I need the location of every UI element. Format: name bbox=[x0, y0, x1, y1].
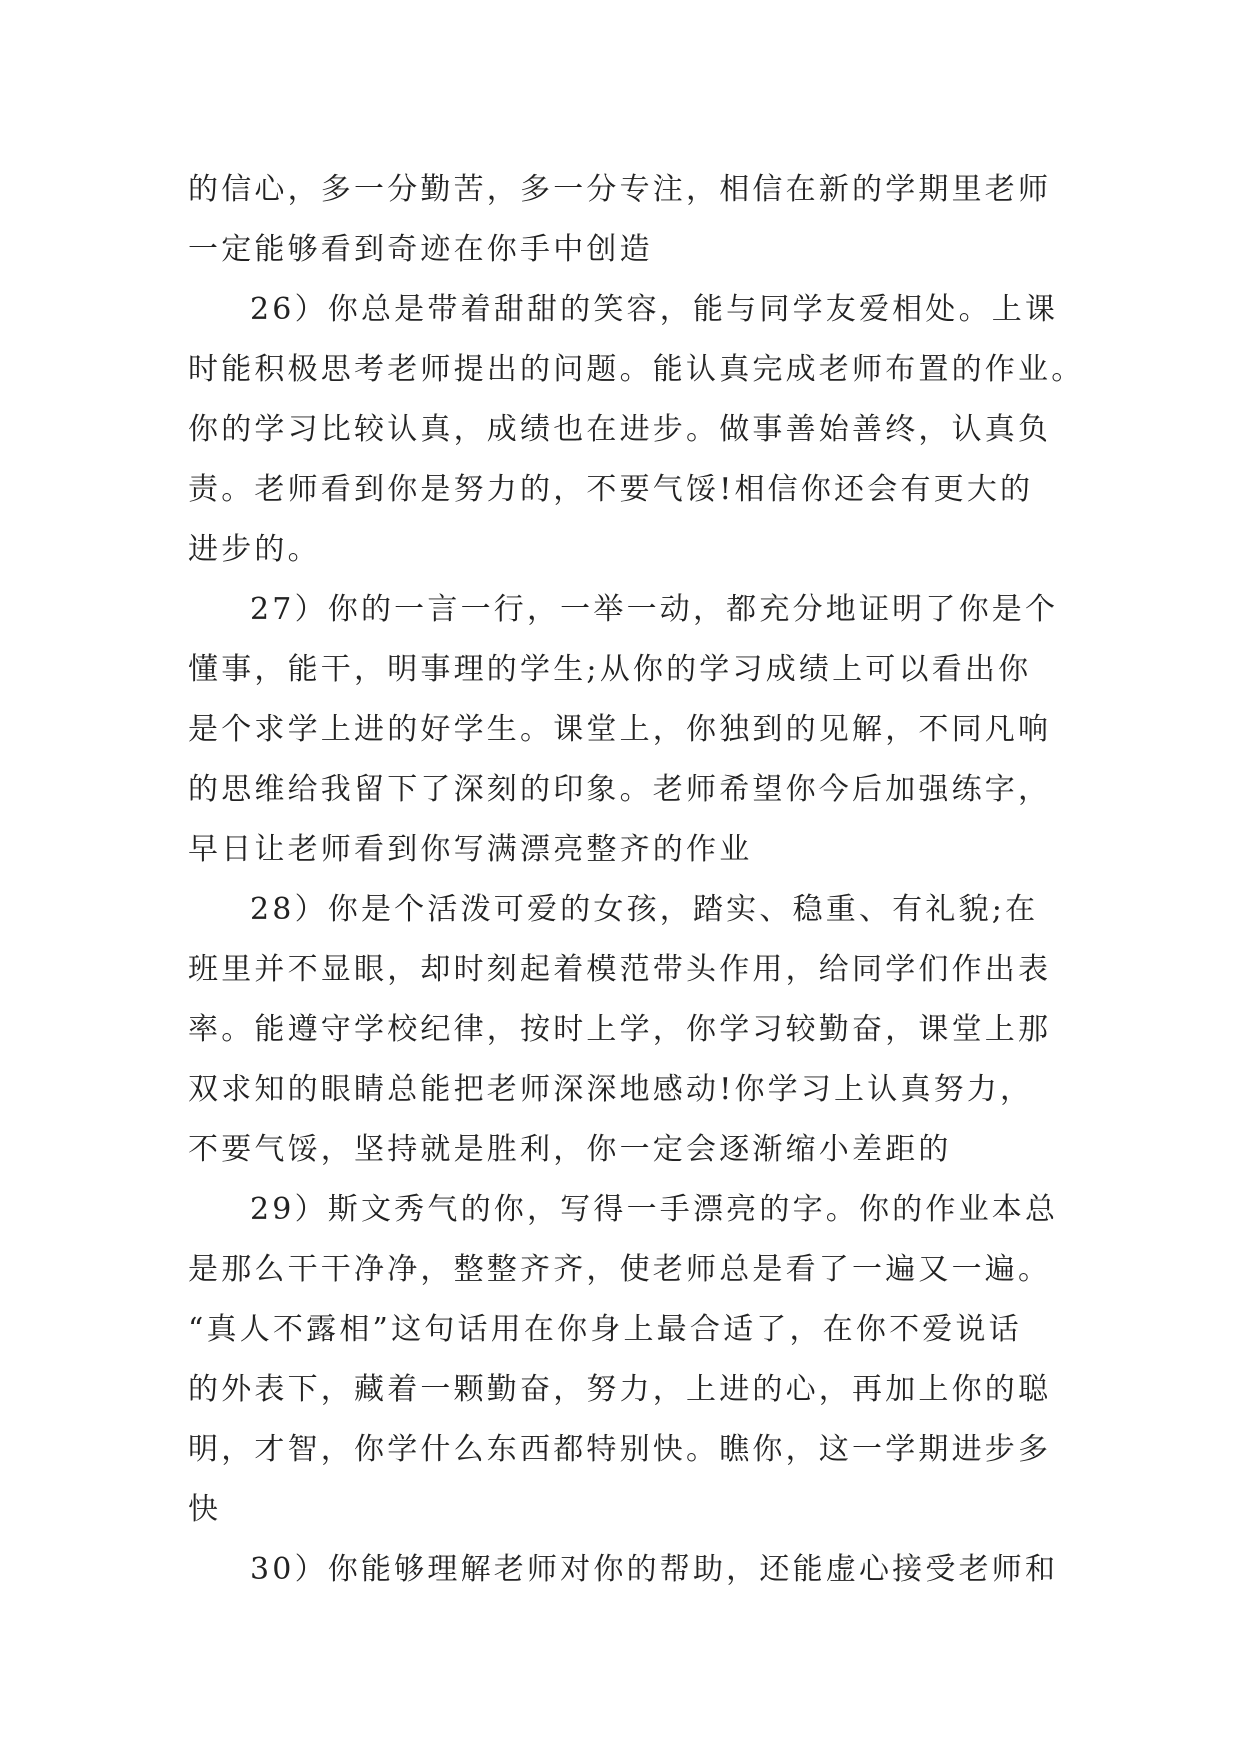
text-line: 30）你能够理解老师对你的帮助，还能虚心接受老师和 bbox=[250, 1552, 1059, 1587]
paragraph-29 bbox=[188, 1180, 1068, 1540]
text-line: 早日让老师看到你写满漂亮整齐的作业 bbox=[188, 832, 753, 867]
text-line: 班里并不显眼，却时刻起着模范带头作用，给同学们作出表 bbox=[188, 952, 1052, 987]
text-line: 时能积极思考老师提出的问题。能认真完成老师布置的作业。 bbox=[188, 352, 1085, 387]
text-line: 28）你是个活泼可爱的女孩，踏实、稳重、有礼貌;在 bbox=[250, 892, 1039, 927]
text-line: 的思维给我留下了深刻的印象。老师希望你今后加强练字， bbox=[188, 772, 1052, 807]
text-line: 率。能遵守学校纪律，按时上学，你学习较勤奋，课堂上那 bbox=[188, 1012, 1052, 1047]
text-line: “真人不露相”这句话用在你身上最合适了，在你不爱说话 bbox=[188, 1312, 1022, 1347]
paragraph-27 bbox=[188, 580, 1068, 880]
paragraph-30 bbox=[188, 1540, 1068, 1600]
text-line: 一定能够看到奇迹在你手中创造 bbox=[188, 232, 653, 267]
document-body bbox=[188, 160, 1085, 1600]
text-line: 的信心，多一分勤苦，多一分专注，相信在新的学期里老师 bbox=[188, 172, 1052, 207]
text-line: 进步的。 bbox=[188, 532, 321, 567]
text-line: 你的学习比较认真，成绩也在进步。做事善始善终，认真负 bbox=[188, 412, 1052, 447]
text-line: 双求知的眼睛总能把老师深深地感动!你学习上认真努力， bbox=[188, 1072, 1034, 1107]
text-line: 懂事，能干，明事理的学生;从你的学习成绩上可以看出你 bbox=[188, 652, 1032, 687]
text-line: 是那么干干净净，整整齐齐，使老师总是看了一遍又一遍。 bbox=[188, 1252, 1052, 1287]
text-line: 是个求学上进的好学生。课堂上，你独到的见解，不同凡响 bbox=[188, 712, 1052, 747]
text-line: 27）你的一言一行，一举一动，都充分地证明了你是个 bbox=[250, 592, 1059, 627]
text-line: 明，才智，你学什么东西都特别快。瞧你，这一学期进步多 bbox=[188, 1432, 1052, 1467]
text-line: 快 bbox=[188, 1492, 222, 1527]
text-line: 26）你总是带着甜甜的笑容，能与同学友爱相处。上课 bbox=[250, 292, 1059, 327]
paragraph-25-continuation bbox=[188, 160, 1068, 280]
text-line: 不要气馁，坚持就是胜利，你一定会逐渐缩小差距的 bbox=[188, 1132, 952, 1167]
text-line: 的外表下，藏着一颗勤奋，努力，上进的心，再加上你的聪 bbox=[188, 1372, 1052, 1407]
paragraph-26 bbox=[188, 280, 1085, 580]
paragraph-28 bbox=[188, 880, 1068, 1180]
text-line: 责。老师看到你是努力的，不要气馁!相信你还会有更大的 bbox=[188, 472, 1034, 507]
text-line: 29）斯文秀气的你，写得一手漂亮的字。你的作业本总 bbox=[250, 1192, 1059, 1227]
